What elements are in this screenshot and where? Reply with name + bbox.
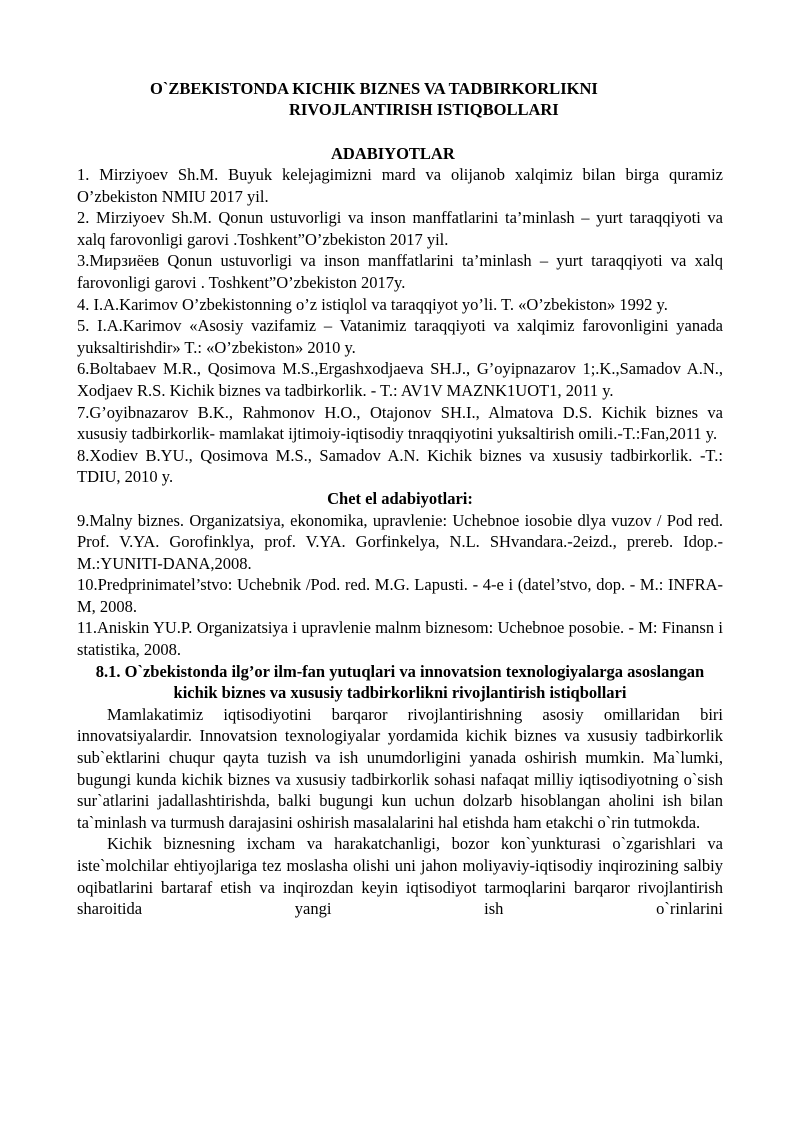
foreign-literature-heading: Chet el adabiyotlari: xyxy=(327,488,473,508)
reference-item: 1. Mirziyoev Sh.M. Buyuk kelejagimizni mard va olijanob xalqimiz bilan birga quramiz O’zbekiston NMIU 2017 yil. xyxy=(77,165,723,206)
section-heading: 8.1. O`zbekistonda ilg’or ilm-fan yutuqlari va innovatsion texnologiyalarga asoslangan kichik biznes va xususiy tadbirkorlikni rivojlantirish istiqbollari xyxy=(95,661,705,703)
reference-item: 5. I.A.Karimov «Asosiy vazifamiz – Vatanimiz taraqqiyoti va xalqimiz farovonligini yanada yuksaltirishdir» T.: «O’zbekiston» 2010 y. xyxy=(77,316,723,357)
document-title-line-2: RIVOJLANTIRISH ISTIQBOLLARI xyxy=(289,100,559,119)
reference-item: 3.Мирзиёев Qonun ustuvorligi va inson manffatlarini ta’minlash – yurt taraqqiyoti va xalq farovonligi garovi . Toshkent”O’zbekiston 2017y. xyxy=(77,251,723,292)
reference-item: 11.Aniskin YU.P. Organizatsiya i upravlenie malnm biznesom: Uchebnoe posobie. - M: Finansn i statistika, 2008. xyxy=(77,618,723,660)
body-paragraph: Mamlakatimiz iqtisodiyotini barqaror rivojlantirishning asosiy omillaridan biri innovatsiyalardir. Innovatsion texnologiyalar yordamida kichik biznes va xususiy tadbirkorlik sub`ektlarini chuqur qayta tuzish va ish unumdorligini yanada oshirish mumkin. Ma`lumki, bugungi kunda kichik biznes va xususiy tadbirkorlik sohasi nafaqat milliy iqtisodiyotning o`sish sur`atlarini jadallashtirishda, balki bugungi kun uchun dolzarb hisoblangan aholini ish bilan ta`minlash va turmush darajasini oshirish masalalarini hal etishda ham etakchi o`rin tutmokda. xyxy=(77,704,723,832)
reference-item: 9.Malny biznes. Organizatsiya, ekonomika, upravlenie: Uchebnoe iosobie dlya vuzov / Pod red. Prof. V.YA. Gorofinklya, prof. V.YA. Gorfinkelya, N.L. SHvandara.-2eizd., prereb. Idop.-M.:YUNITI-DANA,2008. xyxy=(77,510,723,573)
reference-item: 6.Boltabaev M.R., Qosimova M.S.,Ergashxodjaeva SH.J., G’oyipnazarov 1;.K.,Samadov A.N., Xodjaev R.S. Kichik biznes va tadbirkorlik. - T.: AV1V MAZNK1UOT1, 2011 y. xyxy=(77,359,723,400)
reference-item: 10.Predprinimatel’stvo: Uchebnik /Pod. red. M.G. Lapusti. - 4-e i (datel’stvo, dop. - M.: INFRA-M, 2008. xyxy=(77,575,723,616)
reference-list xyxy=(77,164,723,920)
body-paragraph: Kichik biznesning ixcham va harakatchanligi, bozor kon`yunkturasi o`zgarishlari va iste`molchilar ehtiyojlariga tez moslasha olishi uni jahon moliyaviy-iqtisodiy inqirozining salbiy oqibatlarini bartaraf etish va inqirozdan keyin iqtisodiyot tarmoqlarini barqaror rivojlantirish sharoitida yangi ish o`rinlarini xyxy=(77,834,723,919)
reference-item: 7.G’oyibnazarov B.K., Rahmonov H.O., Otajonov SH.I., Almatova D.S. Kichik biznes va xususiy tadbirkorlik- mamlakat ijtimoiy-iqtisodiy tnraqqiyotini yuksaltirish omili.-T.:Fan,2011 y. xyxy=(77,402,723,444)
bibliography-heading: ADABIYOTLAR xyxy=(331,144,455,163)
document-title-line-1: O`ZBEKISTONDA KICHIK BIZNES VA TADBIRKORLIKNI xyxy=(150,79,598,98)
reference-item: 4. I.A.Karimov O’zbekistonning o’z istiqlol va taraqqiyot yo’li. T. «O’zbekiston» 1992 y. xyxy=(77,294,668,314)
reference-item: 2. Mirziyoev Sh.M. Qonun ustuvorligi va inson manffatlarini ta’minlash – yurt taraqqiyoti va xalq farovonligi garovi .Toshkent”O’zbekiston 2017 yil. xyxy=(77,208,723,249)
reference-item: 8.Xodiev B.YU., Qosimova M.S., Samadov A.N. Kichik biznes va xususiy tadbirkorlik. -T.: TDIU, 2010 y. xyxy=(77,445,723,487)
